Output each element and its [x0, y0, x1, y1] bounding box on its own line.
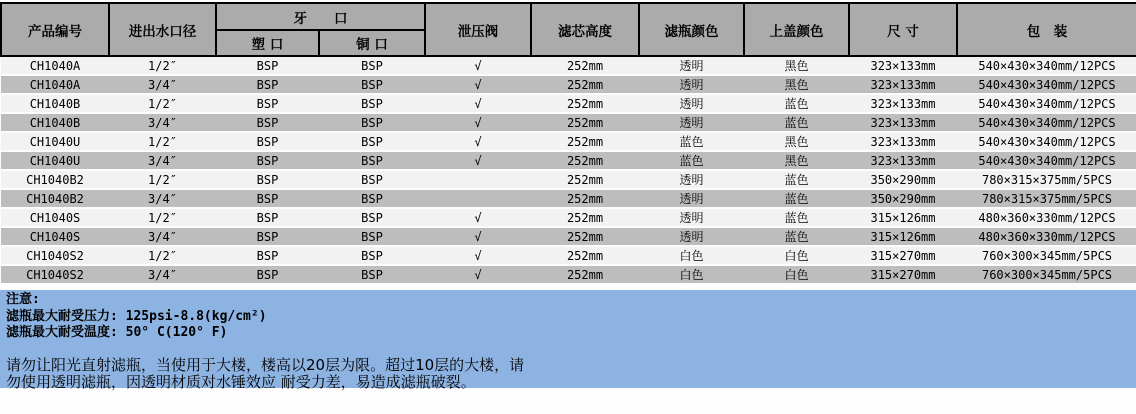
- product-spec-table: [0, 2, 1136, 285]
- cell-size: 3/4″: [109, 227, 216, 246]
- table-row: [1, 151, 1136, 170]
- cell-code: CH1040A: [1, 75, 109, 94]
- cell-plastic: BSP: [216, 170, 319, 189]
- cell-cap: 蓝色: [744, 94, 849, 113]
- cell-valve: √: [425, 227, 531, 246]
- cell-valve: √: [425, 265, 531, 284]
- cell-code: CH1040B2: [1, 170, 109, 189]
- cell-plastic: BSP: [216, 246, 319, 265]
- cell-package: 540×430×340mm/12PCS: [957, 56, 1136, 75]
- cell-height: 252mm: [531, 265, 639, 284]
- cell-package: 540×430×340mm/12PCS: [957, 132, 1136, 151]
- cell-code: CH1040U: [1, 132, 109, 151]
- cell-bottle: 白色: [639, 246, 744, 265]
- header-relief-valve: 泄压阀: [425, 3, 531, 56]
- cell-code: CH1040B: [1, 113, 109, 132]
- header-cartridge-height: 滤芯高度: [531, 3, 639, 56]
- cell-height: 252mm: [531, 113, 639, 132]
- cell-valve: √: [425, 75, 531, 94]
- table-row: [1, 75, 1136, 94]
- cell-plastic: BSP: [216, 189, 319, 208]
- cell-cap: 蓝色: [744, 170, 849, 189]
- table-row: [1, 113, 1136, 132]
- notice-max-pressure: 滤瓶最大耐受压力: 125psi-8.8(kg/cm²): [6, 308, 267, 324]
- cell-size: 1/2″: [109, 94, 216, 113]
- notice-warning: [6, 357, 1126, 391]
- cell-bottle: 透明: [639, 56, 744, 75]
- cell-valve: [425, 189, 531, 208]
- cell-package: 540×430×340mm/12PCS: [957, 75, 1136, 94]
- cell-copper: BSP: [319, 56, 425, 75]
- table-row: [1, 208, 1136, 227]
- cell-bottle: 透明: [639, 227, 744, 246]
- header-cap-color: 上盖颜色: [744, 3, 849, 56]
- cell-package: 780×315×375mm/5PCS: [957, 170, 1136, 189]
- cell-copper: BSP: [319, 227, 425, 246]
- header-copper-port: 铜 口: [319, 30, 425, 56]
- cell-code: CH1040S2: [1, 265, 109, 284]
- cell-plastic: BSP: [216, 208, 319, 227]
- cell-copper: BSP: [319, 189, 425, 208]
- cell-size: 1/2″: [109, 132, 216, 151]
- cell-copper: BSP: [319, 265, 425, 284]
- cell-dims: 350×290mm: [849, 170, 957, 189]
- cell-size: 3/4″: [109, 75, 216, 94]
- cell-copper: BSP: [319, 170, 425, 189]
- cell-size: 1/2″: [109, 170, 216, 189]
- cell-valve: √: [425, 208, 531, 227]
- cell-package: 780×315×375mm/5PCS: [957, 189, 1136, 208]
- header-plastic-port: 塑 口: [216, 30, 319, 56]
- table-row: [1, 189, 1136, 208]
- cell-height: 252mm: [531, 132, 639, 151]
- cell-code: CH1040S2: [1, 246, 109, 265]
- cell-height: 252mm: [531, 227, 639, 246]
- cell-plastic: BSP: [216, 227, 319, 246]
- cell-plastic: BSP: [216, 265, 319, 284]
- table-row: [1, 94, 1136, 113]
- cell-size: 3/4″: [109, 189, 216, 208]
- cell-valve: √: [425, 151, 531, 170]
- cell-cap: 白色: [744, 265, 849, 284]
- notice-title: 注意:: [6, 292, 40, 307]
- cell-dims: 315×126mm: [849, 227, 957, 246]
- notice-warning-line1: 请勿让阳光直射滤瓶，当使用于大楼，楼高以20层为限。超过10层的大楼，请: [6, 355, 525, 374]
- cell-height: 252mm: [531, 246, 639, 265]
- cell-dims: 350×290mm: [849, 189, 957, 208]
- table-row: [1, 56, 1136, 75]
- cell-size: 3/4″: [109, 151, 216, 170]
- cell-package: 480×360×330mm/12PCS: [957, 227, 1136, 246]
- cell-dims: 323×133mm: [849, 56, 957, 75]
- table-body: [1, 56, 1136, 284]
- cell-code: CH1040U: [1, 151, 109, 170]
- cell-code: CH1040S: [1, 208, 109, 227]
- cell-valve: √: [425, 132, 531, 151]
- cell-valve: √: [425, 113, 531, 132]
- cell-copper: BSP: [319, 75, 425, 94]
- cell-height: 252mm: [531, 75, 639, 94]
- cell-valve: √: [425, 94, 531, 113]
- cell-plastic: BSP: [216, 113, 319, 132]
- cell-cap: 黑色: [744, 75, 849, 94]
- cell-bottle: 白色: [639, 265, 744, 284]
- cell-height: 252mm: [531, 56, 639, 75]
- header-product-code: 产品编号: [1, 3, 109, 56]
- cell-cap: 蓝色: [744, 227, 849, 246]
- cell-copper: BSP: [319, 208, 425, 227]
- cell-size: 3/4″: [109, 113, 216, 132]
- cell-bottle: 蓝色: [639, 151, 744, 170]
- cell-cap: 黑色: [744, 56, 849, 75]
- notice-max-temperature: 滤瓶最大耐受温度: 50° C(120° F): [6, 325, 228, 340]
- table-row: [1, 227, 1136, 246]
- cell-cap: 黑色: [744, 132, 849, 151]
- cell-dims: 315×270mm: [849, 265, 957, 284]
- notice-box: [0, 290, 1136, 391]
- cell-bottle: 透明: [639, 75, 744, 94]
- cell-plastic: BSP: [216, 132, 319, 151]
- cell-cap: 蓝色: [744, 189, 849, 208]
- cell-cap: 黑色: [744, 151, 849, 170]
- cell-package: 760×300×345mm/5PCS: [957, 246, 1136, 265]
- cell-package: 540×430×340mm/12PCS: [957, 151, 1136, 170]
- cell-cap: 蓝色: [744, 208, 849, 227]
- header-size: 尺 寸: [849, 3, 957, 56]
- cell-copper: BSP: [319, 132, 425, 151]
- cell-dims: 323×133mm: [849, 94, 957, 113]
- cell-valve: √: [425, 246, 531, 265]
- header-thread-group: 牙 口: [216, 3, 425, 30]
- cell-plastic: BSP: [216, 151, 319, 170]
- cell-cap: 白色: [744, 246, 849, 265]
- cell-size: 1/2″: [109, 208, 216, 227]
- header-package: 包 装: [957, 3, 1136, 56]
- cell-code: CH1040S: [1, 227, 109, 246]
- cell-bottle: 透明: [639, 113, 744, 132]
- cell-dims: 315×126mm: [849, 208, 957, 227]
- cell-size: 1/2″: [109, 246, 216, 265]
- table-header: [1, 3, 1136, 56]
- table-row: [1, 246, 1136, 265]
- cell-bottle: 透明: [639, 208, 744, 227]
- cell-cap: 蓝色: [744, 113, 849, 132]
- notice-warning-line2: 勿使用透明滤瓶，因透明材质对水锤效应 耐受力差，易造成滤瓶破裂。: [6, 372, 476, 391]
- cell-valve: [425, 170, 531, 189]
- header-port-size: 进出水口径: [109, 3, 216, 56]
- cell-plastic: BSP: [216, 75, 319, 94]
- cell-dims: 323×133mm: [849, 151, 957, 170]
- table-row: [1, 265, 1136, 284]
- cell-plastic: BSP: [216, 56, 319, 75]
- cell-bottle: 透明: [639, 189, 744, 208]
- cell-size: 1/2″: [109, 56, 216, 75]
- cell-bottle: 蓝色: [639, 132, 744, 151]
- cell-code: CH1040B: [1, 94, 109, 113]
- cell-dims: 323×133mm: [849, 132, 957, 151]
- cell-dims: 315×270mm: [849, 246, 957, 265]
- cell-copper: BSP: [319, 94, 425, 113]
- cell-size: 3/4″: [109, 265, 216, 284]
- cell-bottle: 透明: [639, 170, 744, 189]
- cell-package: 540×430×340mm/12PCS: [957, 113, 1136, 132]
- cell-package: 540×430×340mm/12PCS: [957, 94, 1136, 113]
- cell-height: 252mm: [531, 208, 639, 227]
- cell-bottle: 透明: [639, 94, 744, 113]
- cell-dims: 323×133mm: [849, 113, 957, 132]
- cell-package: 480×360×330mm/12PCS: [957, 208, 1136, 227]
- cell-plastic: BSP: [216, 94, 319, 113]
- cell-code: CH1040A: [1, 56, 109, 75]
- cell-height: 252mm: [531, 94, 639, 113]
- header-bottle-color: 滤瓶颜色: [639, 3, 744, 56]
- cell-height: 252mm: [531, 189, 639, 208]
- cell-copper: BSP: [319, 246, 425, 265]
- cell-height: 252mm: [531, 170, 639, 189]
- cell-height: 252mm: [531, 151, 639, 170]
- cell-dims: 323×133mm: [849, 75, 957, 94]
- table-row: [1, 132, 1136, 151]
- table-row: [1, 170, 1136, 189]
- cell-code: CH1040B2: [1, 189, 109, 208]
- cell-copper: BSP: [319, 151, 425, 170]
- cell-valve: √: [425, 56, 531, 75]
- cell-copper: BSP: [319, 113, 425, 132]
- cell-package: 760×300×345mm/5PCS: [957, 265, 1136, 284]
